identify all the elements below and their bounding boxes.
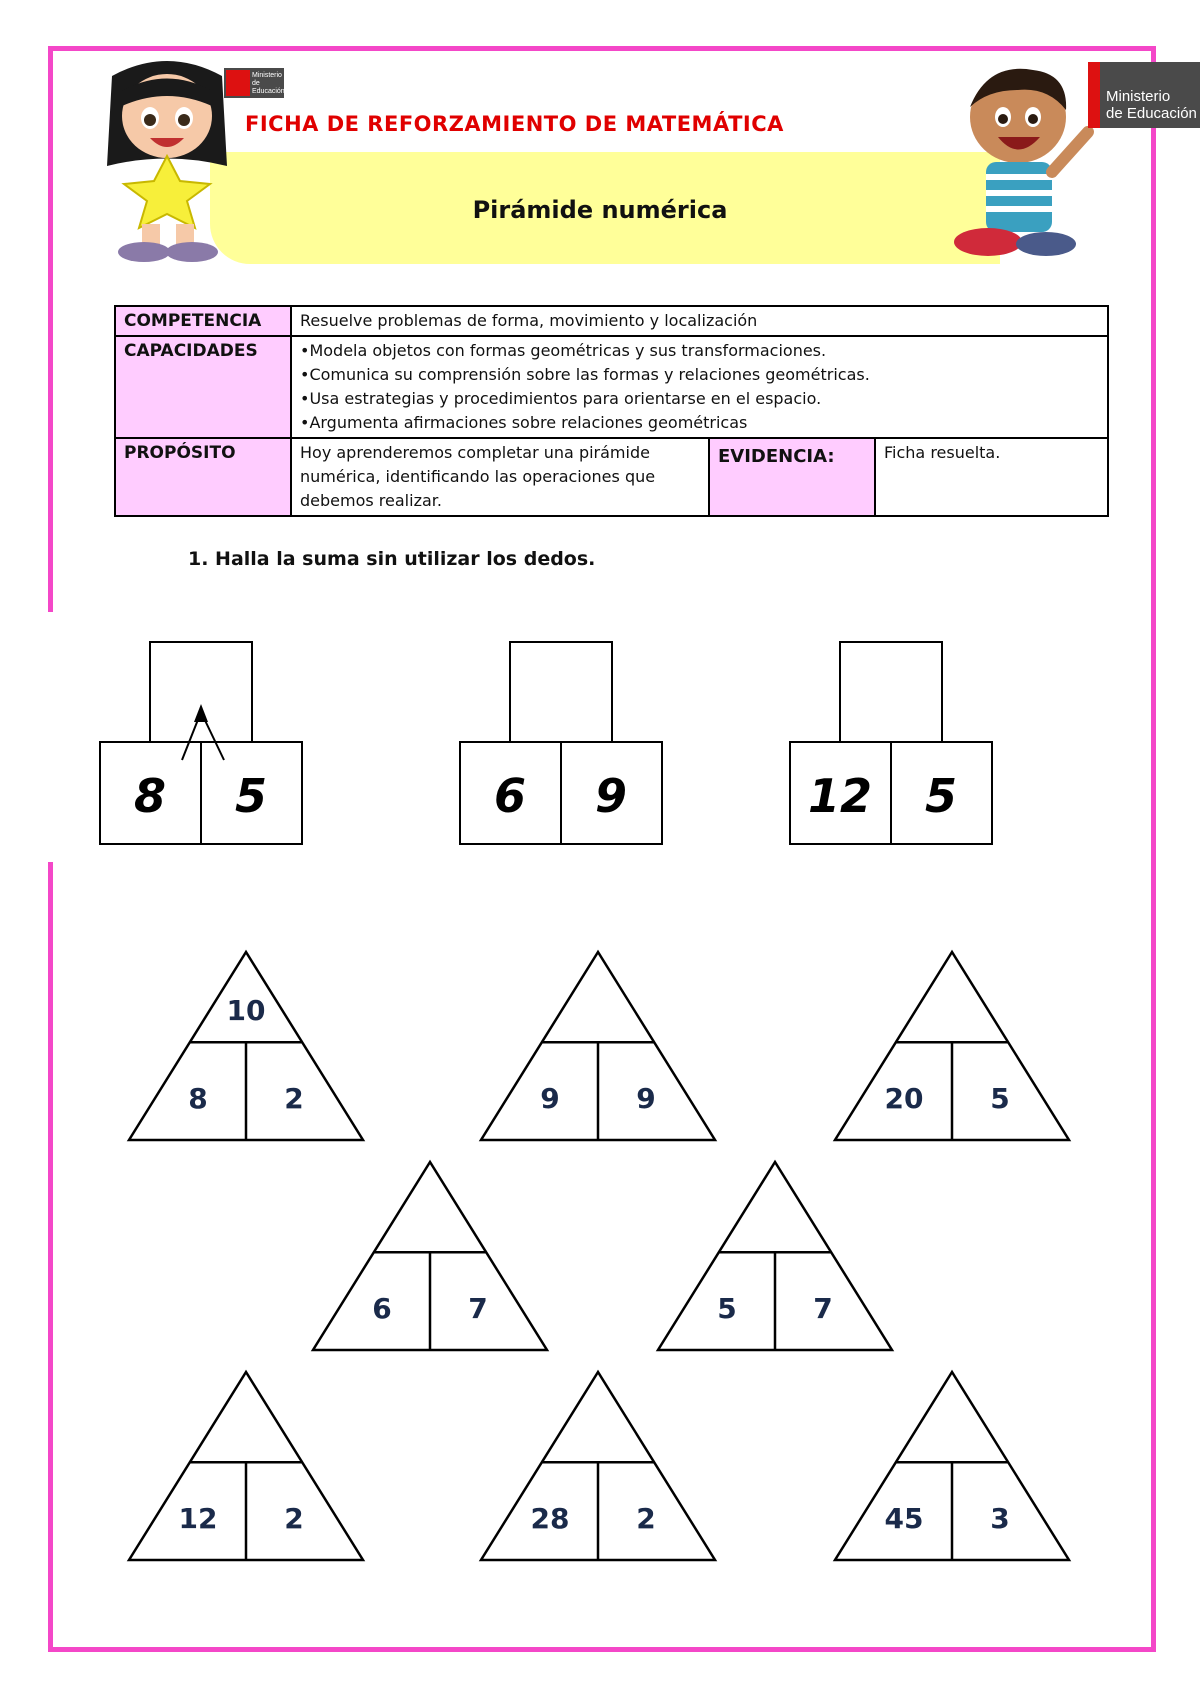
capacidad-item: •Argumenta afirmaciones sobre relaciones geométricas xyxy=(300,413,748,432)
right-number: 7 xyxy=(813,1292,833,1325)
right-number: 5 xyxy=(990,1082,1010,1115)
left-number: 45 xyxy=(884,1502,924,1535)
competencia-value: Resuelve problemas de forma, movimiento y localización xyxy=(291,306,1108,336)
right-number: 5 xyxy=(234,769,268,823)
worksheet-title: FICHA DE REFORZAMIENTO DE MATEMÁTICA xyxy=(245,112,784,136)
right-number: 9 xyxy=(594,769,628,823)
proposito-label: PROPÓSITO xyxy=(115,438,291,516)
worksheet-subtitle: Pirámide numérica xyxy=(472,196,728,224)
evidencia-value: Ficha resuelta. xyxy=(875,438,1108,516)
left-number: 6 xyxy=(493,769,527,823)
left-number: 8 xyxy=(133,769,167,823)
proposito-value: Hoy aprenderemos completar una pirámide numérica, identificando las operaciones que debemos realizar. xyxy=(291,438,709,516)
ministry-logo-line2: de Educación xyxy=(1106,105,1197,122)
capacidades-label: CAPACIDADES xyxy=(115,336,291,438)
right-number: 3 xyxy=(990,1502,1010,1535)
competencia-label: COMPETENCIA xyxy=(115,306,291,336)
top-box xyxy=(510,642,612,742)
top-box xyxy=(150,642,252,742)
right-number: 2 xyxy=(284,1502,304,1535)
ministry-logo-small-text: Ministerio de Educación xyxy=(252,72,285,95)
left-number: 8 xyxy=(188,1082,208,1115)
right-number: 9 xyxy=(636,1082,656,1115)
right-number: 2 xyxy=(284,1082,304,1115)
right-number: 7 xyxy=(468,1292,488,1325)
left-number: 12 xyxy=(807,769,873,823)
ministry-logo-line1: Ministerio xyxy=(1106,88,1171,105)
capacidad-item: •Modela objetos con formas geométricas y sus transformaciones. xyxy=(300,341,827,360)
arrow-head xyxy=(194,704,208,722)
right-number: 2 xyxy=(636,1502,656,1535)
left-number: 6 xyxy=(372,1292,392,1325)
right-number: 5 xyxy=(924,769,958,823)
capacidad-item: •Usa estrategias y procedimientos para orientarse en el espacio. xyxy=(300,389,822,408)
left-number: 20 xyxy=(884,1082,924,1115)
exercise-instruction: 1. Halla la suma sin utilizar los dedos. xyxy=(188,548,596,570)
left-number: 5 xyxy=(717,1292,737,1325)
evidencia-label: EVIDENCIA: xyxy=(709,438,875,516)
left-number: 28 xyxy=(530,1502,570,1535)
top-number: 10 xyxy=(226,994,266,1028)
top-box xyxy=(840,642,942,742)
left-number: 12 xyxy=(178,1502,218,1535)
capacidad-item: •Comunica su comprensión sobre las formas y relaciones geométricas. xyxy=(300,365,870,384)
left-number: 9 xyxy=(540,1082,560,1115)
